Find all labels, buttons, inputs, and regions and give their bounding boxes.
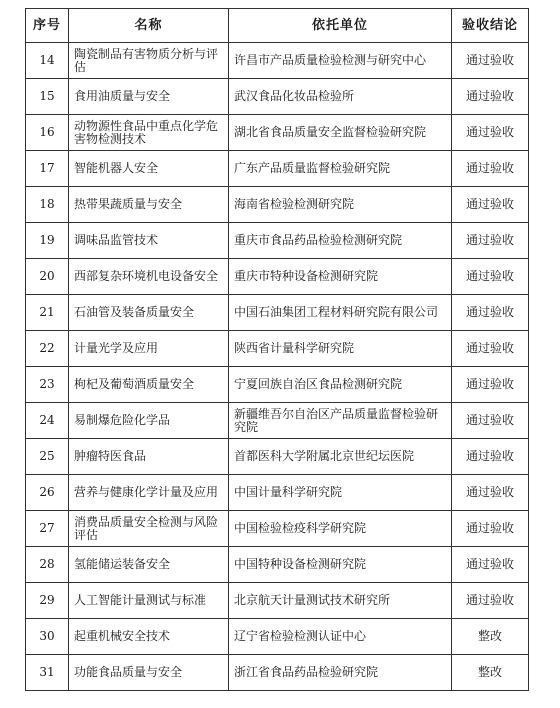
row-name: 智能机器人安全 bbox=[69, 151, 229, 187]
row-org: 浙江省食品药品检验研究院 bbox=[229, 655, 452, 691]
row-org: 武汉食品化妆品检验所 bbox=[229, 79, 452, 115]
row-org: 许昌市产品质量检验检测与研究中心 bbox=[229, 43, 452, 79]
table-row bbox=[26, 367, 529, 403]
row-no: 26 bbox=[26, 475, 69, 511]
row-name: 易制爆危险化学品 bbox=[69, 403, 229, 439]
row-no: 28 bbox=[26, 547, 69, 583]
row-org: 中国特种设备检测研究院 bbox=[229, 547, 452, 583]
row-result: 通过验收 bbox=[452, 367, 529, 403]
row-org: 重庆市特种设备检测研究院 bbox=[229, 259, 452, 295]
row-result: 通过验收 bbox=[452, 403, 529, 439]
table-row bbox=[26, 655, 529, 691]
row-name: 功能食品质量与安全 bbox=[69, 655, 229, 691]
results-table bbox=[25, 8, 529, 691]
row-no: 20 bbox=[26, 259, 69, 295]
row-result: 整改 bbox=[452, 655, 529, 691]
header-no: 序号 bbox=[26, 9, 69, 43]
row-org: 广东产品质量监督检验研究院 bbox=[229, 151, 452, 187]
row-name: 动物源性食品中重点化学危害物检测技术 bbox=[69, 115, 229, 151]
row-no: 17 bbox=[26, 151, 69, 187]
row-result: 通过验收 bbox=[452, 151, 529, 187]
table-row bbox=[26, 511, 529, 547]
row-no: 15 bbox=[26, 79, 69, 115]
row-no: 14 bbox=[26, 43, 69, 79]
header-org: 依托单位 bbox=[229, 9, 452, 43]
table-row bbox=[26, 547, 529, 583]
table-row bbox=[26, 619, 529, 655]
row-result: 通过验收 bbox=[452, 439, 529, 475]
table-row bbox=[26, 583, 529, 619]
table-body bbox=[26, 43, 529, 691]
table-row bbox=[26, 403, 529, 439]
table-row bbox=[26, 439, 529, 475]
row-result: 通过验收 bbox=[452, 79, 529, 115]
row-result: 通过验收 bbox=[452, 583, 529, 619]
header-name: 名称 bbox=[69, 9, 229, 43]
row-no: 31 bbox=[26, 655, 69, 691]
row-result: 通过验收 bbox=[452, 475, 529, 511]
row-result: 通过验收 bbox=[452, 511, 529, 547]
row-no: 24 bbox=[26, 403, 69, 439]
row-org: 中国检验检疫科学研究院 bbox=[229, 511, 452, 547]
table-row bbox=[26, 43, 529, 79]
row-no: 27 bbox=[26, 511, 69, 547]
row-org: 重庆市食品药品检验检测研究院 bbox=[229, 223, 452, 259]
row-result: 通过验收 bbox=[452, 295, 529, 331]
row-org: 湖北省食品质量安全监督检验研究院 bbox=[229, 115, 452, 151]
row-no: 25 bbox=[26, 439, 69, 475]
table-row bbox=[26, 223, 529, 259]
row-org: 宁夏回族自治区食品检测研究院 bbox=[229, 367, 452, 403]
row-no: 23 bbox=[26, 367, 69, 403]
row-name: 消费品质量安全检测与风险评估 bbox=[69, 511, 229, 547]
row-name: 陶瓷制品有害物质分析与评估 bbox=[69, 43, 229, 79]
row-org: 北京航天计量测试技术研究所 bbox=[229, 583, 452, 619]
row-org: 陕西省计量科学研究院 bbox=[229, 331, 452, 367]
row-result: 通过验收 bbox=[452, 187, 529, 223]
row-no: 22 bbox=[26, 331, 69, 367]
table-row bbox=[26, 115, 529, 151]
table-row bbox=[26, 187, 529, 223]
table-row bbox=[26, 475, 529, 511]
row-no: 16 bbox=[26, 115, 69, 151]
row-result: 通过验收 bbox=[452, 259, 529, 295]
table-header bbox=[26, 9, 529, 43]
row-name: 热带果蔬质量与安全 bbox=[69, 187, 229, 223]
row-result: 通过验收 bbox=[452, 547, 529, 583]
row-name: 食用油质量与安全 bbox=[69, 79, 229, 115]
row-no: 21 bbox=[26, 295, 69, 331]
table-row bbox=[26, 331, 529, 367]
row-name: 石油管及装备质量安全 bbox=[69, 295, 229, 331]
table-row bbox=[26, 295, 529, 331]
row-org: 海南省检验检测研究院 bbox=[229, 187, 452, 223]
row-name: 氢能储运装备安全 bbox=[69, 547, 229, 583]
table-row bbox=[26, 259, 529, 295]
row-org: 中国计量科学研究院 bbox=[229, 475, 452, 511]
row-org: 中国石油集团工程材料研究院有限公司 bbox=[229, 295, 452, 331]
row-result: 通过验收 bbox=[452, 115, 529, 151]
row-result: 整改 bbox=[452, 619, 529, 655]
row-no: 29 bbox=[26, 583, 69, 619]
row-name: 西部复杂环境机电设备安全 bbox=[69, 259, 229, 295]
row-org: 辽宁省检验检测认证中心 bbox=[229, 619, 452, 655]
results-table-container bbox=[25, 8, 529, 691]
row-name: 枸杞及葡萄酒质量安全 bbox=[69, 367, 229, 403]
row-no: 30 bbox=[26, 619, 69, 655]
row-name: 人工智能计量测试与标准 bbox=[69, 583, 229, 619]
row-name: 调味品监管技术 bbox=[69, 223, 229, 259]
table-row bbox=[26, 151, 529, 187]
row-result: 通过验收 bbox=[452, 331, 529, 367]
row-no: 18 bbox=[26, 187, 69, 223]
row-name: 起重机械安全技术 bbox=[69, 619, 229, 655]
row-result: 通过验收 bbox=[452, 43, 529, 79]
row-result: 通过验收 bbox=[452, 223, 529, 259]
table-row bbox=[26, 79, 529, 115]
header-result: 验收结论 bbox=[452, 9, 529, 43]
row-name: 营养与健康化学计量及应用 bbox=[69, 475, 229, 511]
row-no: 19 bbox=[26, 223, 69, 259]
row-name: 计量光学及应用 bbox=[69, 331, 229, 367]
row-name: 肿瘤特医食品 bbox=[69, 439, 229, 475]
header-row bbox=[26, 9, 529, 43]
row-org: 新疆维吾尔自治区产品质量监督检验研究院 bbox=[229, 403, 452, 439]
row-org: 首都医科大学附属北京世纪坛医院 bbox=[229, 439, 452, 475]
